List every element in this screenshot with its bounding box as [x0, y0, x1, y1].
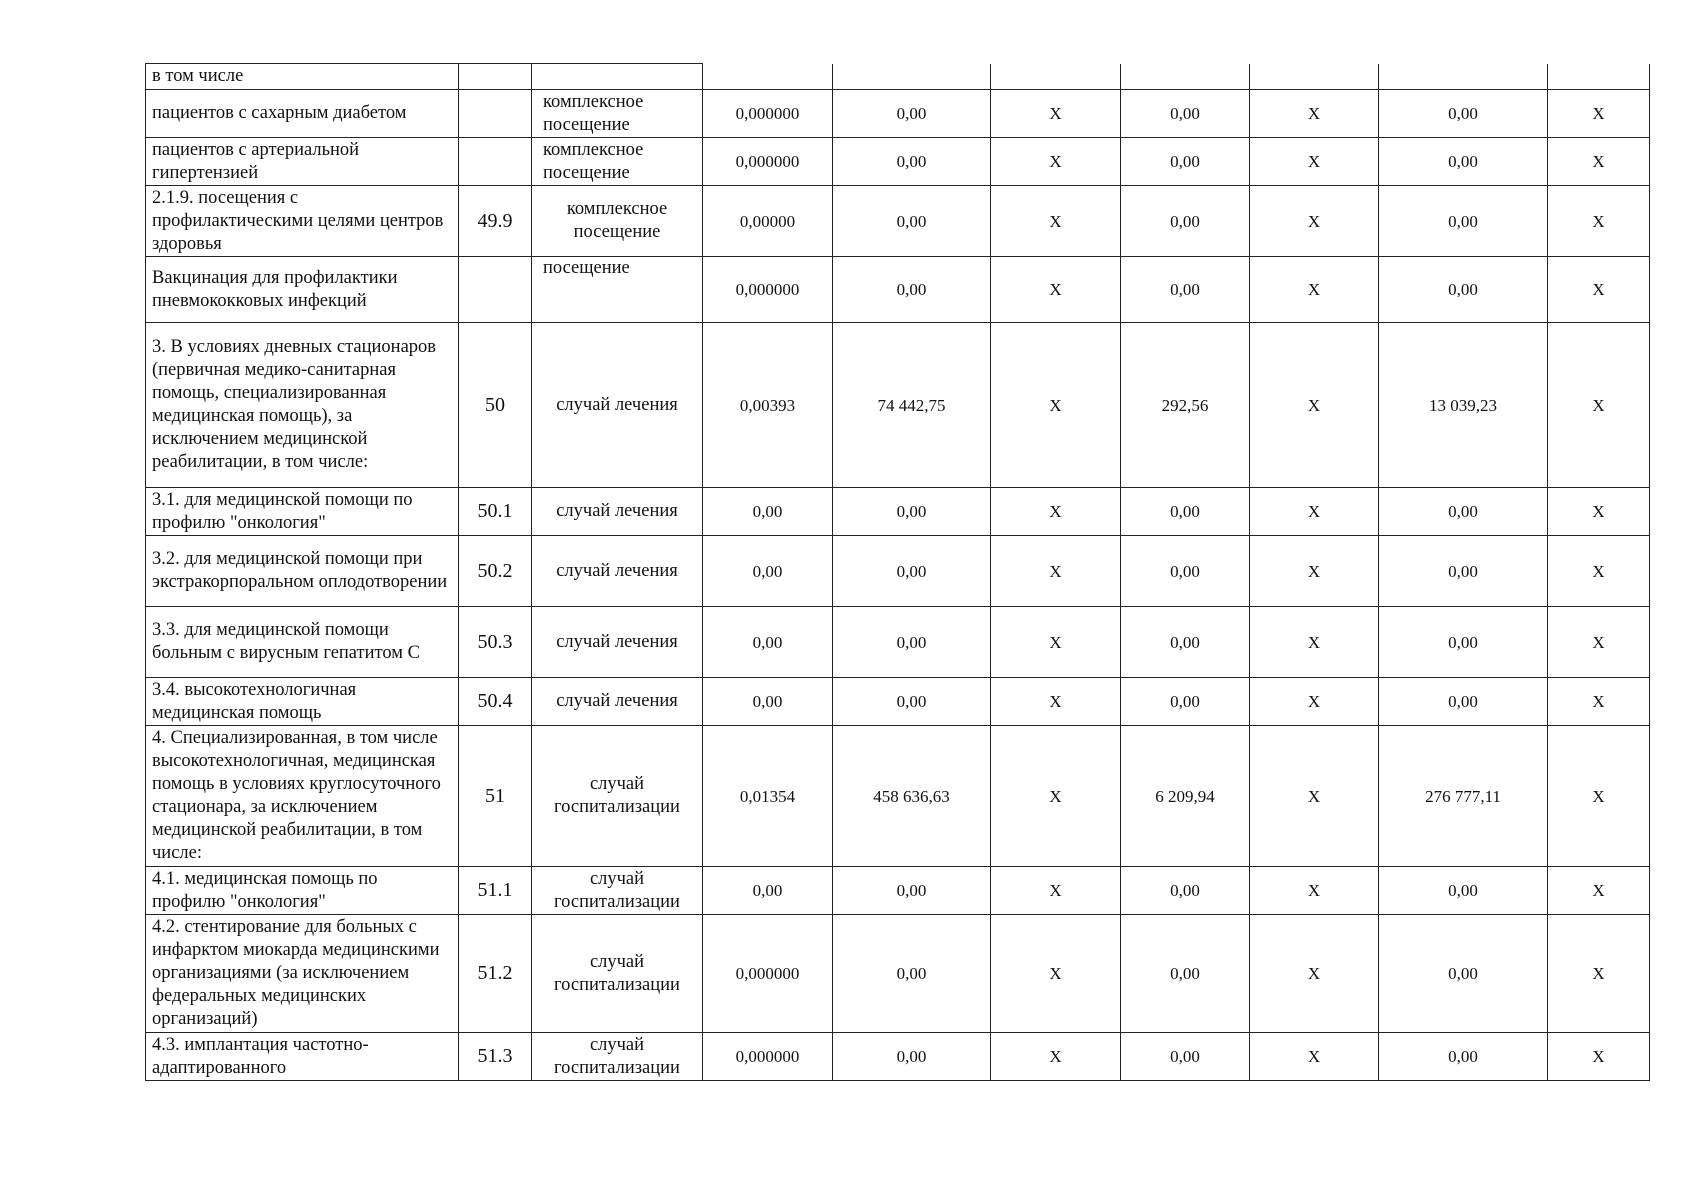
- table-body: [146, 64, 1650, 1081]
- row-code: 51: [459, 726, 532, 867]
- row-c3: X: [1250, 257, 1379, 323]
- row-c4: 0,00: [1379, 488, 1548, 536]
- row-name: 3. В условиях дневных стационаров (первичная медико-санитарная помощь, специализированная медицинская помощь), за исключением медицинской реабилитации, в том числе:: [146, 323, 459, 488]
- row-c3: X: [1250, 915, 1379, 1033]
- table-row: [146, 64, 1650, 90]
- row-code: 49.9: [459, 186, 532, 257]
- row-unit: случай лечения: [532, 678, 703, 726]
- table-row: [146, 186, 1650, 257]
- row-c2: 6 209,94: [1121, 726, 1250, 867]
- row-c4: 0,00: [1379, 536, 1548, 607]
- row-c2: 0,00: [1121, 257, 1250, 323]
- row-c5: X: [1548, 138, 1650, 186]
- row-c5: X: [1548, 1033, 1650, 1081]
- row-c3: X: [1250, 90, 1379, 138]
- row-norm: 0,00: [703, 536, 833, 607]
- row-unit: случай госпитализации: [532, 1033, 703, 1081]
- row-c4: 0,00: [1379, 1033, 1548, 1081]
- row-c2: 0,00: [1121, 536, 1250, 607]
- row-c2: 0,00: [1121, 867, 1250, 915]
- row-unit: комплексное посещение: [532, 138, 703, 186]
- row-c4: 0,00: [1379, 678, 1548, 726]
- table-row: [146, 726, 1650, 867]
- row-c5: X: [1548, 488, 1650, 536]
- row-c4: 276 777,11: [1379, 726, 1548, 867]
- row-c2: 0,00: [1121, 488, 1250, 536]
- row-cost: 0,00: [833, 186, 991, 257]
- row-name: 3.4. высокотехнологичная медицинская помощь: [146, 678, 459, 726]
- row-c5: X: [1548, 867, 1650, 915]
- row-c4: 0,00: [1379, 607, 1548, 678]
- row-code: 50: [459, 323, 532, 488]
- row-c5: X: [1548, 186, 1650, 257]
- row-code: [459, 64, 532, 90]
- table-row: [146, 678, 1650, 726]
- row-c4: 0,00: [1379, 186, 1548, 257]
- row-c2: 0,00: [1121, 915, 1250, 1033]
- row-c5: X: [1548, 678, 1650, 726]
- row-cost: 458 636,63: [833, 726, 991, 867]
- row-cost: 0,00: [833, 607, 991, 678]
- row-unit: случай госпитализации: [532, 867, 703, 915]
- row-c3: X: [1250, 1033, 1379, 1081]
- row-code: 50.1: [459, 488, 532, 536]
- row-cost: 0,00: [833, 488, 991, 536]
- row-name: 2.1.9. посещения с профилактическими целями центров здоровья: [146, 186, 459, 257]
- row-c2: 0,00: [1121, 186, 1250, 257]
- row-norm: 0,000000: [703, 138, 833, 186]
- row-cost: 0,00: [833, 867, 991, 915]
- row-code: [459, 138, 532, 186]
- row-c2: 0,00: [1121, 678, 1250, 726]
- row-cost: [833, 64, 991, 90]
- row-c2: [1121, 64, 1250, 90]
- row-name: Вакцинация для профилактики пневмококковых инфекций: [146, 257, 459, 323]
- row-norm: 0,00: [703, 607, 833, 678]
- row-code: 51.2: [459, 915, 532, 1033]
- row-code: 50.2: [459, 536, 532, 607]
- row-unit: комплексное посещение: [532, 90, 703, 138]
- table-row: [146, 488, 1650, 536]
- row-cost: 0,00: [833, 90, 991, 138]
- row-c5: X: [1548, 915, 1650, 1033]
- row-c1: X: [991, 90, 1121, 138]
- row-cost: 74 442,75: [833, 323, 991, 488]
- row-c1: X: [991, 867, 1121, 915]
- row-c3: X: [1250, 138, 1379, 186]
- row-name: пациентов с сахарным диабетом: [146, 90, 459, 138]
- row-c3: X: [1250, 678, 1379, 726]
- row-c1: X: [991, 257, 1121, 323]
- row-unit: случай лечения: [532, 607, 703, 678]
- row-cost: 0,00: [833, 1033, 991, 1081]
- table-row: [146, 1033, 1650, 1081]
- row-c4: 0,00: [1379, 257, 1548, 323]
- row-c1: X: [991, 536, 1121, 607]
- table-row: [146, 536, 1650, 607]
- table-row: [146, 607, 1650, 678]
- row-norm: 0,00: [703, 867, 833, 915]
- row-c5: X: [1548, 90, 1650, 138]
- row-norm: 0,01354: [703, 726, 833, 867]
- table-row: [146, 257, 1650, 323]
- row-unit: случай госпитализации: [532, 726, 703, 867]
- row-c5: X: [1548, 536, 1650, 607]
- row-unit: случай лечения: [532, 488, 703, 536]
- row-norm: 0,00000: [703, 186, 833, 257]
- row-c3: X: [1250, 536, 1379, 607]
- row-code: 51.1: [459, 867, 532, 915]
- row-c3: X: [1250, 867, 1379, 915]
- row-cost: 0,00: [833, 257, 991, 323]
- row-code: 51.3: [459, 1033, 532, 1081]
- row-unit: посещение: [532, 257, 703, 323]
- row-c3: [1250, 64, 1379, 90]
- row-c1: X: [991, 678, 1121, 726]
- row-cost: 0,00: [833, 678, 991, 726]
- row-cost: 0,00: [833, 138, 991, 186]
- row-c3: X: [1250, 323, 1379, 488]
- program-volume-table: [145, 63, 1650, 1081]
- row-unit: случай лечения: [532, 323, 703, 488]
- row-unit: случай госпитализации: [532, 915, 703, 1033]
- row-name: 3.3. для медицинской помощи больным с вирусным гепатитом С: [146, 607, 459, 678]
- row-code: 50.4: [459, 678, 532, 726]
- row-c1: X: [991, 607, 1121, 678]
- row-c2: 0,00: [1121, 607, 1250, 678]
- row-c2: 0,00: [1121, 1033, 1250, 1081]
- row-code: [459, 257, 532, 323]
- row-c2: 0,00: [1121, 138, 1250, 186]
- row-c1: X: [991, 726, 1121, 867]
- row-c5: X: [1548, 323, 1650, 488]
- row-norm: 0,00: [703, 678, 833, 726]
- row-c3: X: [1250, 726, 1379, 867]
- row-norm: 0,00393: [703, 323, 833, 488]
- row-unit: случай лечения: [532, 536, 703, 607]
- row-cost: 0,00: [833, 915, 991, 1033]
- row-code: [459, 90, 532, 138]
- row-norm: 0,000000: [703, 1033, 833, 1081]
- row-name: 4.1. медицинская помощь по профилю "онкология": [146, 867, 459, 915]
- row-c5: X: [1548, 607, 1650, 678]
- row-c5: X: [1548, 726, 1650, 867]
- row-norm: 0,000000: [703, 90, 833, 138]
- row-name: 4. Специализированная, в том числе высокотехнологичная, медицинская помощь в условиях круглосуточного стационара, за исключением медицинской реабилитации, в том числе:: [146, 726, 459, 867]
- table-row: [146, 915, 1650, 1033]
- row-c4: 0,00: [1379, 138, 1548, 186]
- row-name: 4.2. стентирование для больных с инфарктом миокарда медицинскими организациями (за исключением федеральных медицинских организаций): [146, 915, 459, 1033]
- row-c1: X: [991, 915, 1121, 1033]
- row-norm: 0,000000: [703, 915, 833, 1033]
- row-c4: 0,00: [1379, 915, 1548, 1033]
- row-c4: 0,00: [1379, 867, 1548, 915]
- row-code: 50.3: [459, 607, 532, 678]
- row-unit: комплексное посещение: [532, 186, 703, 257]
- row-c5: [1548, 64, 1650, 90]
- table-row: [146, 90, 1650, 138]
- table-row: [146, 323, 1650, 488]
- row-c1: X: [991, 323, 1121, 488]
- table-row: [146, 867, 1650, 915]
- row-c3: X: [1250, 488, 1379, 536]
- row-cost: 0,00: [833, 536, 991, 607]
- row-name: пациентов с артериальной гипертензией: [146, 138, 459, 186]
- row-c1: [991, 64, 1121, 90]
- row-c4: 13 039,23: [1379, 323, 1548, 488]
- row-c5: X: [1548, 257, 1650, 323]
- row-c2: 292,56: [1121, 323, 1250, 488]
- row-c1: X: [991, 488, 1121, 536]
- row-norm: [703, 64, 833, 90]
- row-name: 3.2. для медицинской помощи при экстракорпоральном оплодотворении: [146, 536, 459, 607]
- row-c3: X: [1250, 186, 1379, 257]
- row-norm: 0,000000: [703, 257, 833, 323]
- table-row: [146, 138, 1650, 186]
- row-norm: 0,00: [703, 488, 833, 536]
- row-c3: X: [1250, 607, 1379, 678]
- row-c4: [1379, 64, 1548, 90]
- row-c1: X: [991, 186, 1121, 257]
- row-unit: [532, 64, 703, 90]
- row-name: 4.3. имплантация частотно-адаптированного: [146, 1033, 459, 1081]
- row-c2: 0,00: [1121, 90, 1250, 138]
- row-name: 3.1. для медицинской помощи по профилю "онкология": [146, 488, 459, 536]
- row-c1: X: [991, 1033, 1121, 1081]
- row-name: в том числе: [146, 64, 459, 90]
- row-c4: 0,00: [1379, 90, 1548, 138]
- row-c1: X: [991, 138, 1121, 186]
